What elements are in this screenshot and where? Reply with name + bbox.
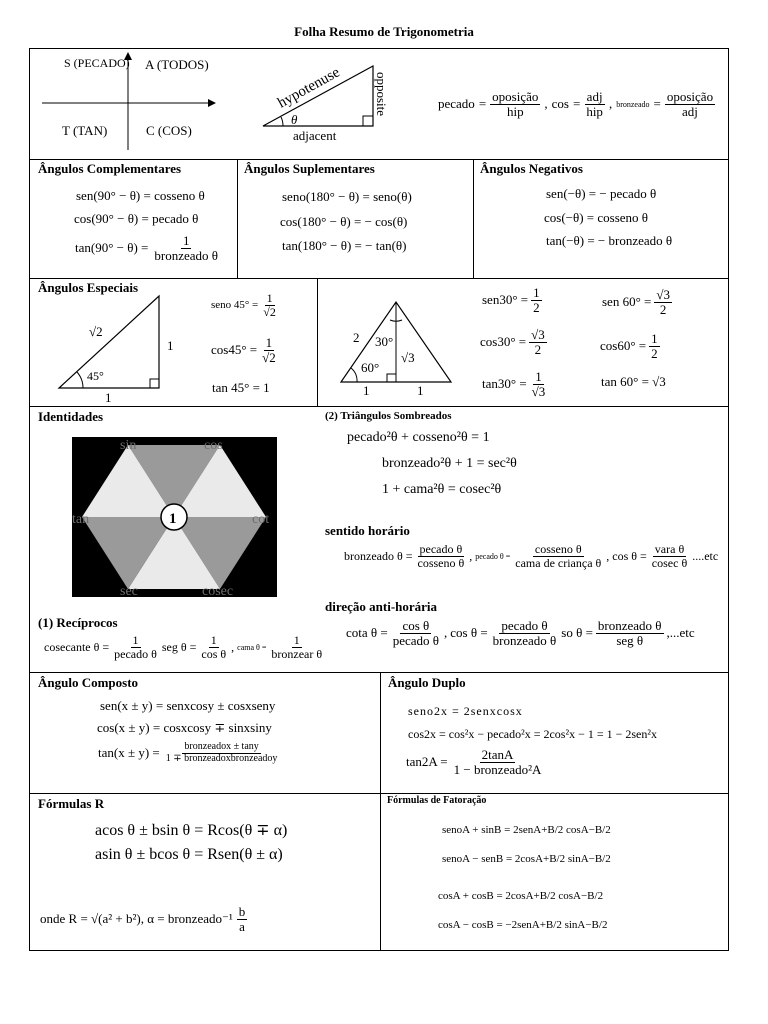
reciprocal-cosec-numerator: 1 <box>132 633 139 647</box>
sin60-label: sen 60° = <box>602 294 652 310</box>
anticlockwise-mid: cos θ = <box>450 625 488 641</box>
double-numerator: 2tanA <box>481 747 514 762</box>
cos45-fraction <box>260 336 278 364</box>
complementary-fraction <box>152 234 220 262</box>
sin45-formula <box>211 292 278 318</box>
cos30-formula <box>480 328 547 356</box>
r-formula-fraction <box>237 905 248 933</box>
hexagon-label-sin: sin <box>120 438 137 453</box>
separator-comma: , <box>608 96 613 112</box>
sin45-numerator: 1 <box>266 291 273 305</box>
clockwise-denominator-2: cama de criança θ <box>515 555 602 570</box>
divider <box>317 278 318 406</box>
reciprocal-cot-label: cama θ = <box>237 642 267 652</box>
r-formula-denominator: a <box>239 918 245 934</box>
anticlockwise-fraction-2 <box>491 619 559 647</box>
compound-line-3-left: tan(x ± y) = <box>98 745 160 760</box>
triangle-45-hyp: √2 <box>89 324 103 339</box>
sin-ratio-label: pecado <box>438 96 475 112</box>
clockwise-lead: bronzeado θ = <box>344 548 413 563</box>
supplementary-line-2: cos(180° − θ) = − cos(θ) <box>280 214 408 229</box>
complementary-numerator: 1 <box>182 233 190 248</box>
factor-formulas-heading: Fórmulas de Fatoração <box>387 795 487 806</box>
cos30-numerator: √3 <box>531 327 545 342</box>
tan30-fraction <box>530 370 548 398</box>
complementary-line-3-left: tan(90° − θ) = <box>75 240 149 256</box>
clockwise-fraction-1 <box>416 543 467 569</box>
divider <box>237 159 238 278</box>
equals-sign: = <box>478 96 487 112</box>
hypotenuse-label: hypotenuse <box>275 64 343 112</box>
identity-hexagon <box>72 437 277 597</box>
angle-arc <box>351 368 357 382</box>
triangle-3060-alt: √3 <box>401 350 415 365</box>
sin60-denominator: 2 <box>659 301 667 317</box>
divider <box>29 406 729 407</box>
tan30-numerator: 1 <box>535 369 542 384</box>
r-formula-line-3-left: onde R = √(a² + b²), α = bronzeado⁻¹ <box>40 911 233 927</box>
anticlockwise-lead: cota θ = <box>346 625 388 641</box>
triangle-45-leg-h: 1 <box>105 390 112 404</box>
negative-line-3: tan(−θ) = − bronzeado θ <box>546 233 673 248</box>
clockwise-denominator-1: cosseno θ <box>417 555 465 570</box>
factor-line-4: cosA − cosB = −2senA+B/2 sinA−B/2 <box>438 919 608 931</box>
anticlockwise-heading: direção anti-horária <box>325 599 438 614</box>
reciprocal-identities <box>44 634 324 660</box>
r-formulas-heading: Fórmulas R <box>38 796 105 811</box>
reciprocal-sec-denominator: cos θ <box>201 646 227 661</box>
adjacent-label: adjacent <box>293 128 337 143</box>
compound-denominator: 1 ∓ bronzeadoxbronzeadoy <box>165 752 278 764</box>
right-triangle-diagram <box>255 60 400 150</box>
separator-comma: , <box>544 96 548 112</box>
cos45-denominator: √2 <box>262 349 276 365</box>
anticlockwise-numerator-2: pecado θ <box>501 618 548 633</box>
triangle-45-leg-v: 1 <box>167 338 174 353</box>
sin30-denominator: 2 <box>533 299 540 315</box>
tan45-formula: tan 45° = 1 <box>212 380 270 395</box>
clockwise-heading: sentido horário <box>325 523 410 538</box>
complementary-line-2: cos(90° − θ) = pecado θ <box>74 211 199 226</box>
separator-comma: , <box>606 548 610 563</box>
compound-line-2: cos(x ± y) = cosxcosy ∓ sinxsiny <box>97 720 272 735</box>
clockwise-fraction-3 <box>650 543 689 569</box>
anticlockwise-fraction-1 <box>391 619 441 647</box>
clockwise-denominator-3: cosec θ <box>651 555 688 570</box>
reciprocal-cot-denominator: bronzear θ <box>271 646 323 661</box>
reciprocal-cot-numerator: 1 <box>293 633 300 647</box>
ratio-definitions <box>438 90 715 118</box>
triangle-3060-diagram <box>335 296 460 400</box>
tan-ratio-label: bronzeado <box>616 99 650 109</box>
double-line-2: cos2x = cos²x − pecado²x = 2cos²x − 1 = 1 − 2sen²x <box>408 727 657 741</box>
triangle-45 <box>59 296 159 388</box>
anticlockwise-denominator-3: seg θ <box>616 632 644 648</box>
reciprocal-sec-label: seg θ = <box>161 639 197 654</box>
divider <box>380 672 381 793</box>
tan-ratio-denominator: adj <box>682 103 698 119</box>
quadrant-sin-label: S (PECADO) <box>64 56 130 70</box>
tan30-formula <box>482 370 547 398</box>
r-formula-line-2: asin θ ± bcos θ = Rsen(θ ± α) <box>95 846 283 863</box>
anticlockwise-denominator-1: pecado θ <box>392 632 440 648</box>
compound-numerator: bronzeadox ± tany <box>184 741 259 752</box>
cos60-label: cos60° = <box>600 338 647 354</box>
clockwise-numerator-2: cosseno θ <box>534 542 582 556</box>
anticlockwise-etc: ,...etc <box>666 625 695 641</box>
sin-ratio-numerator: oposição <box>492 89 539 104</box>
opposite-label: opposite <box>374 72 389 117</box>
triangle-3060-b2: 1 <box>417 383 424 398</box>
theta-label: θ <box>291 112 298 127</box>
reciprocal-cosec-denominator: pecado θ <box>114 646 157 661</box>
divider <box>29 159 729 160</box>
cos60-fraction <box>649 332 660 360</box>
sin45-denominator: √2 <box>263 304 276 319</box>
negative-heading: Ângulos Negativos <box>480 161 583 176</box>
anticlockwise-numerator-1: cos θ <box>402 618 430 633</box>
double-fraction <box>452 748 544 776</box>
separator-comma: , <box>469 548 473 563</box>
anticlockwise-identities <box>346 619 695 647</box>
reciprocal-sec-fraction <box>199 634 228 660</box>
supplementary-heading: Ângulos Suplementares <box>244 161 375 176</box>
hexagon-label-cosec: cosec <box>202 584 234 597</box>
sin-ratio-fraction <box>490 90 540 118</box>
clockwise-identities <box>344 543 718 569</box>
factor-line-1: senoA + sinB = 2senA+B/2 cosA−B/2 <box>442 824 611 836</box>
anticlockwise-fraction-3 <box>596 619 664 647</box>
quadrant-tan-label: T (TAN) <box>62 123 108 138</box>
double-line-3 <box>406 748 543 776</box>
supplementary-line-1: seno(180° − θ) = seno(θ) <box>282 189 412 204</box>
cos45-label: cos45° = <box>211 342 258 358</box>
divider <box>29 793 729 794</box>
theta-arc <box>281 117 283 126</box>
special-angles-heading: Ângulos Especiais <box>38 280 139 295</box>
reciprocal-cot-fraction <box>269 634 324 660</box>
triangle-3060-30: 30° <box>375 334 394 349</box>
cos-ratio-numerator: adj <box>586 89 603 104</box>
clockwise-numerator-3: vara θ <box>654 542 685 556</box>
pythagorean-identity-1: pecado²θ + cosseno²θ = 1 <box>347 430 490 445</box>
sin45-fraction <box>261 292 278 318</box>
compound-line-3 <box>98 742 279 764</box>
r-formula-line-3 <box>40 905 247 933</box>
separator-comma: , <box>231 639 235 654</box>
arrow-right-icon <box>208 99 216 107</box>
tan-ratio-fraction <box>665 90 715 118</box>
reciprocal-sec-numerator: 1 <box>210 633 217 647</box>
pythagorean-identity-2: bronzeado²θ + 1 = sec²θ <box>382 456 517 471</box>
sin60-formula <box>602 288 672 316</box>
sin30-formula <box>482 286 542 314</box>
double-angle-heading: Ângulo Duplo <box>388 675 466 690</box>
supplementary-line-3: tan(180° − θ) = − tan(θ) <box>282 238 407 253</box>
tan-ratio-numerator: oposição <box>666 89 714 104</box>
complementary-denominator: bronzeado θ <box>154 247 219 263</box>
compound-fraction <box>164 742 280 764</box>
double-line-1: seno2x = 2senxcosx <box>408 704 523 718</box>
double-denominator: 1 − bronzeado²A <box>453 761 542 777</box>
triangle-3060-b1: 1 <box>363 383 370 398</box>
cos30-denominator: 2 <box>534 341 542 357</box>
right-angle-marker <box>363 116 373 126</box>
compound-line-1: sen(x ± y) = senxcosy ± cosxseny <box>100 698 276 713</box>
divider <box>29 672 729 673</box>
hexagon-center-label: 1 <box>169 511 177 527</box>
equals-sign: = <box>572 96 581 112</box>
complementary-line-3 <box>75 234 220 262</box>
cos60-formula <box>600 332 660 360</box>
triangle-3060-60: 60° <box>361 360 380 375</box>
negative-line-1: sen(−θ) = − pecado θ <box>546 186 657 201</box>
right-angle-marker <box>387 374 396 382</box>
cos-ratio-label: cos <box>551 96 569 112</box>
tan30-denominator: √3 <box>531 383 546 399</box>
complementary-heading: Ângulos Complementares <box>38 161 182 176</box>
clockwise-mid-2: cos θ = <box>612 548 647 563</box>
shaded-triangles-heading: (2) Triângulos Sombreados <box>325 410 452 422</box>
cos45-formula <box>211 336 278 364</box>
clockwise-mid: pecado θ = <box>475 551 511 561</box>
clockwise-fraction-2 <box>513 543 603 569</box>
divider <box>29 278 729 279</box>
anticlockwise-mid-2: so θ = <box>561 625 593 641</box>
factor-line-3: cosA + cosB = 2cosA+B/2 cosA−B/2 <box>438 890 604 902</box>
sin30-numerator: 1 <box>533 285 540 300</box>
negative-line-2: cos(−θ) = cosseno θ <box>544 210 649 225</box>
tan30-label: tan30° = <box>482 376 527 392</box>
sin-ratio-denominator: hip <box>506 103 524 119</box>
quadrant-cos-label: C (COS) <box>146 123 192 138</box>
cos30-label: cos30° = <box>480 334 527 350</box>
sin60-fraction <box>654 288 672 316</box>
divider <box>473 159 474 278</box>
cos-ratio-fraction <box>584 90 605 118</box>
clockwise-numerator-1: pecado θ <box>419 542 463 556</box>
triangle-45-diagram <box>55 292 185 404</box>
sin45-label: seno 45° = <box>211 299 259 312</box>
hexagon-label-cot: cot <box>252 512 270 527</box>
sin30-fraction <box>531 286 542 314</box>
page-title: Folha Resumo de Trigonometria <box>294 24 474 39</box>
triangle-3060-hyp: 2 <box>353 330 360 345</box>
hexagon-label-cos: cos <box>204 438 223 453</box>
quadrant-all-label: A (TODOS) <box>145 57 209 72</box>
tan60-formula: tan 60° = √3 <box>601 374 666 389</box>
double-line-3-left: tan2A = <box>406 754 448 770</box>
r-formula-line-1: acos θ ± bsin θ = Rcos(θ ∓ α) <box>95 822 288 839</box>
anticlockwise-numerator-3: bronzeado θ <box>597 618 662 633</box>
reciprocals-heading: (1) Recíprocos <box>38 615 118 630</box>
right-angle-marker <box>150 379 159 388</box>
pythagorean-identity-3: 1 + cama²θ = cosec²θ <box>382 482 502 497</box>
hexagon-label-tan: tan <box>72 512 90 527</box>
reciprocal-cosec-label: cosecante θ = <box>44 639 110 654</box>
cos60-denominator: 2 <box>651 345 658 361</box>
r-formula-numerator: b <box>238 904 246 919</box>
identities-heading: Identidades <box>38 409 104 424</box>
divider <box>380 793 381 951</box>
equals-sign: = <box>653 96 661 112</box>
clockwise-etc: ....etc <box>692 548 719 563</box>
cos30-fraction <box>529 328 547 356</box>
cos60-numerator: 1 <box>651 331 658 346</box>
reciprocal-cosec-fraction <box>112 634 159 660</box>
compound-angle-heading: Ângulo Composto <box>38 675 139 690</box>
complementary-line-1: sen(90° − θ) = cosseno θ <box>76 188 205 203</box>
hexagon-label-sec: sec <box>120 584 138 597</box>
sin30-label: sen30° = <box>482 292 529 308</box>
separator-comma: , <box>444 625 448 641</box>
cos-ratio-denominator: hip <box>586 103 603 119</box>
anticlockwise-denominator-2: bronzeado θ <box>492 632 557 648</box>
triangle-45-angle: 45° <box>87 369 104 383</box>
angle-arc <box>77 372 83 388</box>
factor-line-2: senoA − senB = 2cosA+B/2 sinA−B/2 <box>442 853 611 865</box>
cos45-numerator: 1 <box>265 335 273 350</box>
sin60-numerator: √3 <box>656 287 670 302</box>
